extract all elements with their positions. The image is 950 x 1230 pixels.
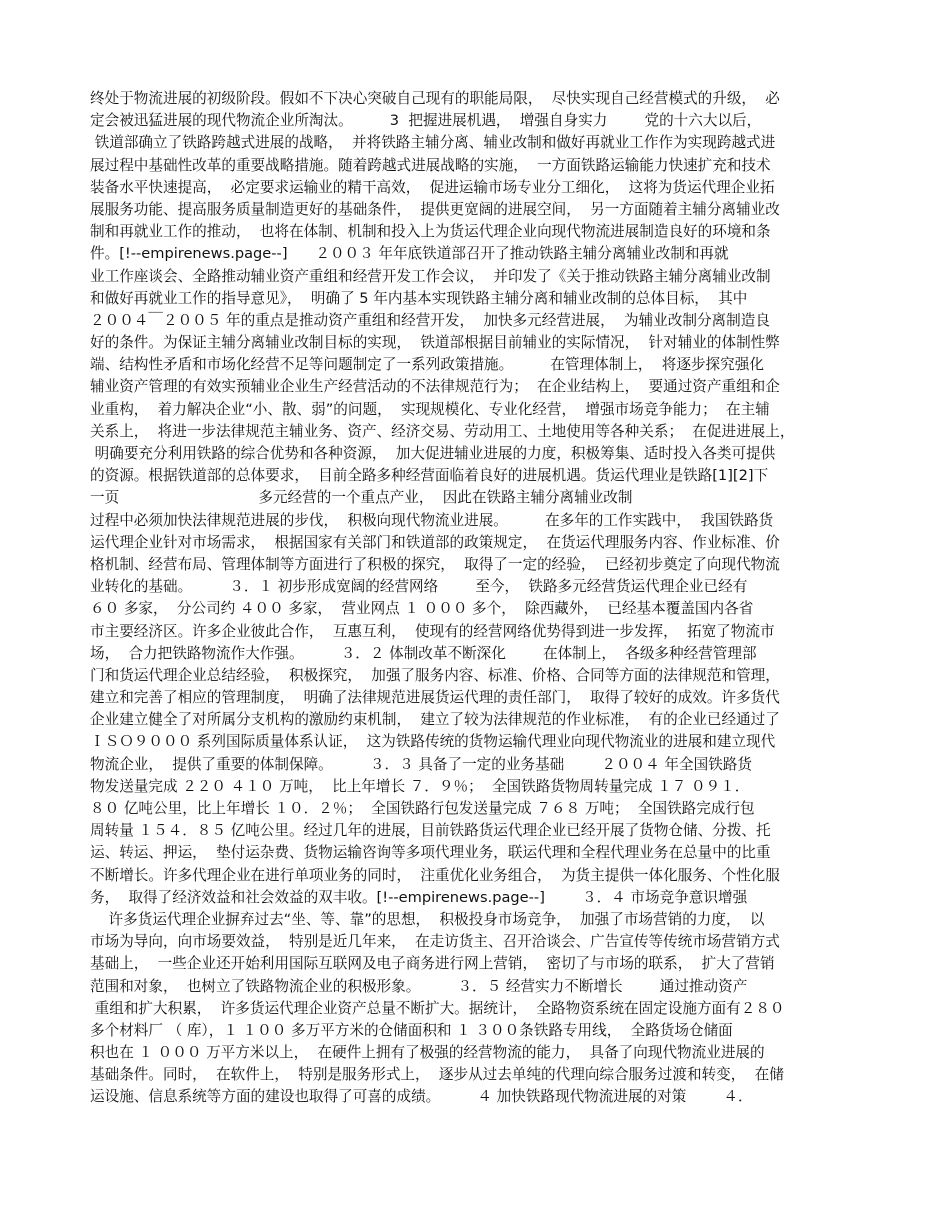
text-line: 件。[!--empirenews.page--] ２００３ 年年底铁道部召开了推动铁路主辅分离辅业改制和再就 <box>90 245 729 263</box>
text-line: ＩＳＯ９０００ 系列国际质量体系认证， 这为铁路传统的货物运输代理业向现代物流业的进展和建立现代 <box>90 733 776 751</box>
text-line: 好的条件。为保证主辅分离辅业改制目标的实现， 铁道部根据目前辅业的实际情况， 针对辅业的体制性弊 <box>90 334 780 352</box>
text-line: 终处于物流进展的初级阶段。假如不下决心突破自己现有的职能局限， 尽快实现自己经营模式的升级， 必 <box>90 90 780 107</box>
text-line: 场， 合力把铁路物流作大作强。 ３．２ 体制改革不断深化 在体制上， 各级多种经营管理部 <box>90 644 757 662</box>
text-line: 范围和对象， 也树立了铁路物流企业的积极形象。 ３．５ 经营实力不断增长 通过推动资产 <box>90 977 748 995</box>
text-line: 过程中必须加快法律规范进展的步伐， 积极向现代物流业进展。 在多年的工作实践中， 我国铁路货 <box>90 511 774 529</box>
text-line: 周转量 １５４．８５ 亿吨公里。经过几年的进展，目前铁路货运代理企业已经开展了货物仓储、分拨、托 <box>90 822 771 840</box>
text-line: 企业建立健全了对所属分支机构的激励约束机制， 建立了较为法律规范的作业标准， 有的企业已经通过了 <box>90 711 780 729</box>
text-line: 展过程中基础性改革的重要战略措施。随着跨越式进展战略的实施， 一方面铁路运输能力快速扩充和技术 <box>90 156 771 174</box>
text-line: 展服务功能、提高服务质量制造更好的基础条件， 提供更宽阔的进展空间， 另一方面随着主辅分离辅业改 <box>90 200 780 218</box>
text-line: ８０ 亿吨公里，比上年增长 １０．２％； 全国铁路行包发送量完成 ７６８ 万吨； 全国铁路完成行包 <box>90 800 755 817</box>
text-line: ６０ 多家， 分公司约 ４００ 多家， 营业网点 １ ０００ 多个， 除西藏外， 已经基本覆盖国内各省 <box>90 600 754 618</box>
text-line: 多个材料厂 （ 库），１ １００ 多万平方米的仓储面积和 １ ３００条铁路专用线， 全路货场仓储面 <box>90 1021 733 1039</box>
text-line: 端、结构性矛盾和市场化经营不足等问题制定了一系列政策措施。 在管理体制上， 将逐步探究强化 <box>90 356 764 374</box>
text-line: 门和货运代理企业总结经验， 积极探究， 加强了服务内容、标准、价格、合同等方面的法律规范和管理， <box>90 666 780 684</box>
text-line: 运设施、信息系统等方面的建设也取得了可喜的成绩。 ４ 加快铁路现代物流进展的对策 ４． <box>90 1088 753 1106</box>
text-line: 制和再就业工作的推动， 也将在体制、机制和投入上为货运代理企业向现代物流进展制造良好的环境和条 <box>90 223 771 241</box>
text-line: ２００４￣２００５ 年的重点是推动资产重组和经营开发， 加快多元经营进展， 为辅业改制分离制造良 <box>90 311 770 329</box>
text-line: 关系上， 将进一步法律规范主辅业务、资产、经济交易、劳动用工、土地使用等各种关系； 在促进进展上， <box>90 422 795 440</box>
text-line: 运代理企业针对市场需求， 根据国家有关部门和铁道部的政策规定， 在货运代理服务内容、作业标准、价 <box>90 533 780 551</box>
text-line: 市主要经济区。许多企业彼此合作， 互惠互利， 使现有的经营网络优势得到进一步发挥， 拓宽了物流市 <box>90 622 775 640</box>
text-line: 定会被迅猛进展的现代物流企业所淘汰。 3 把握进展机遇， 增强自身实力 党的十六大以后， <box>90 112 762 130</box>
text-line: 不断增长。许多代理企业在进行单项业务的同时， 注重优化业务组合， 为货主提供一体化服务、个性化服 <box>90 866 780 884</box>
text-line: 市场为导向，向市场要效益， 特别是近几年来， 在走访货主、召开洽谈会、广告宣传等传统市场营销方式 <box>90 933 780 951</box>
text-line: 辅业资产管理的有效实预辅业企业生产经营活动的不法律规范行为； 在企业结构上， 要通过资产重组和企 <box>90 378 780 396</box>
text-line: 运、转运、押运， 垫付运杂费、货物运输咨询等多项代理业务，联运代理和全程代理业务在总量中的比重 <box>90 844 771 862</box>
text-line: 物流企业， 提供了重要的体制保障。 ３．３ 具备了一定的业务基础 ２００４ 年全国铁路货 <box>90 755 752 773</box>
text-line: 基础条件。同时， 在软件上， 特别是服务形式上， 逐步从过去单纯的代理向综合服务过渡和转变， 在储 <box>90 1066 784 1084</box>
text-line: 业重构， 着力解决企业“小、散、弱”的问题， 实现规模化、专业化经营， 增强市场竞争能力； 在主辅 <box>90 400 770 418</box>
text-line: 重组和扩大积累， 许多货运代理企业资产总量不断扩大。据统计， 全路物资系统在固定设施方面有２８０ <box>90 999 785 1017</box>
text-line: 铁道部确立了铁路跨越式进展的战略， 并将铁路主辅分离、辅业改制和做好再就业工作作为实现跨越式进 <box>90 134 776 152</box>
text-line: 和做好再就业工作的指导意见》， 明确了 5 年内基本实现铁路主辅分离和辅业改制的总体目标， 其中 <box>90 289 748 307</box>
document-body <box>90 88 865 1109</box>
text-line: 的资源。根据铁道部的总体要求， 目前全路多种经营面临着良好的进展机遇。货运代理业是铁路[1][2]下 <box>90 467 769 485</box>
text-line: 物发送量完成 ２２０ ４１０ 万吨， 比上年增长 ７．９％； 全国铁路货物周转量完成 １７ ０９１． <box>90 777 750 795</box>
text-line: 建立和完善了相应的管理制度， 明确了法律规范进展货运代理的责任部门， 取得了较好的成效。许多货代 <box>90 689 780 707</box>
text-line: 装备水平快速提高， 必定要求运输业的精干高效， 促进运输市场专业分工细化， 这将为货运代理企业拓 <box>90 178 775 196</box>
text-line: 业转化的基础。 ３．１ 初步形成宽阔的经营网络 至今， 铁路多元经营货运代理企业已经有 <box>90 578 748 596</box>
text-line: 务， 取得了经济效益和社会效益的双丰收。[!--empirenews.page--] ３．４ 市场竞争意识增强 <box>90 888 748 906</box>
text-line: 基础上， 一些企业还开始利用国际互联网及电子商务进行网上营销， 密切了与市场的联系， 扩大了营销 <box>90 955 775 973</box>
text-line: 业工作座谈会、全路推动辅业资产重组和经营开发工作会议， 并印发了《关于推动铁路主辅分离辅业改制 <box>90 267 771 285</box>
text-line: 积也在 １ ０００ 万平方米以上， 在硬件上拥有了极强的经营物流的能力， 具备了向现代物流业进展的 <box>90 1044 765 1062</box>
text-line: 一页 多元经营的一个重点产业， 因此在铁路主辅分离辅业改制 <box>90 489 633 507</box>
text-line: 许多货运代理企业摒弃过去“坐、等、靠”的思想， 积极投身市场竞争， 加强了市场营销的力度， 以 <box>90 910 765 928</box>
text-line: 格机制、经营布局、管理体制等方面进行了积极的探究， 取得了一定的经验， 已经初步奠定了向现代物流 <box>90 555 780 573</box>
text-line: 明确要充分利用铁路的综合优势和各种资源， 加大促进辅业进展的力度，积极筹集、适时投入各类可提供 <box>90 445 776 462</box>
